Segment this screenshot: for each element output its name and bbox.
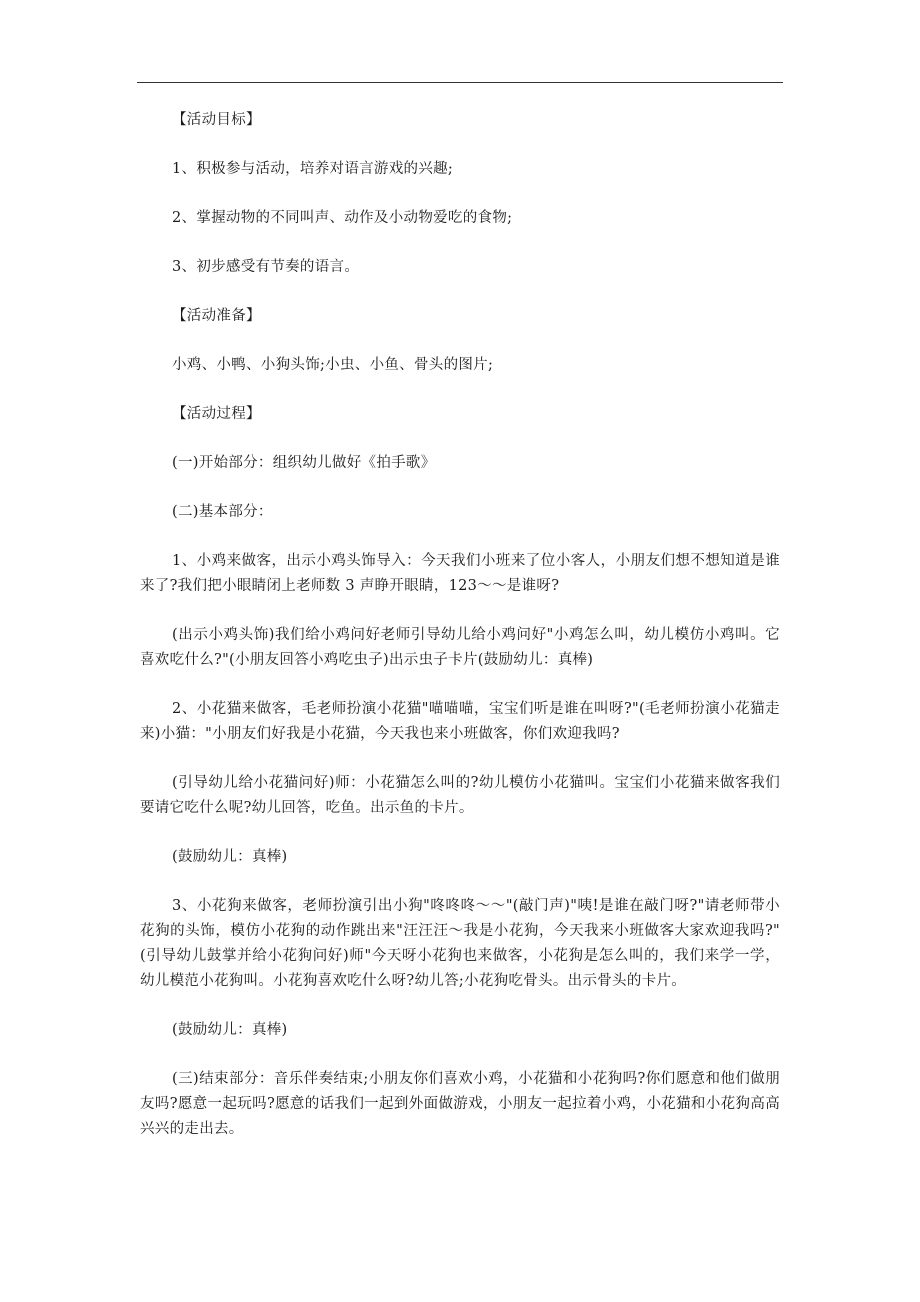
section-heading-process: 【活动过程】	[172, 406, 261, 422]
process-step-cat-detail: (引导幼儿给小花猫问好)师：小花猫怎么叫的?幼儿模仿小花猫叫。宝宝们小花猫来做客我们要请它吃什么呢?幼儿回答，吃鱼。出示鱼的卡片。	[140, 775, 780, 816]
section-heading-preparation: 【活动准备】	[172, 308, 261, 324]
process-step-chick-detail: (出示小鸡头饰)我们给小鸡问好老师引导幼儿给小鸡问好"小鸡怎么叫，幼儿模仿小鸡叫。它喜欢吃什么?"(小朋友回答小鸡吃虫子)出示虫子卡片(鼓励幼儿：真棒)	[140, 627, 780, 668]
header-rule	[137, 82, 783, 83]
encouragement-2: (鼓励幼儿：真棒)	[172, 1022, 288, 1038]
goal-item-3: 3、初步感受有节奏的语言。	[172, 259, 360, 275]
process-part-3-ending: (三)结束部分：音乐伴奏结束;小朋友你们喜欢小鸡，小花猫和小花狗吗?你们愿意和他们做朋友吗?愿意一起玩吗?愿意的话我们一起到外面做游戏，小朋友一起拉着小鸡，小花猫和小花狗高高兴兴的走出去。	[140, 1071, 780, 1137]
document-body	[140, 108, 780, 1142]
goal-item-1: 1、积极参与活动，培养对语言游戏的兴趣;	[172, 161, 454, 177]
process-step-chick: 1、小鸡来做客，出示小鸡头饰导入：今天我们小班来了位小客人，小朋友们想不想知道是谁来了?我们把小眼睛闭上老师数 3 声睁开眼睛，123～～是谁呀?	[140, 553, 780, 594]
goal-item-2: 2、掌握动物的不同叫声、动作及小动物爱吃的食物;	[172, 210, 513, 226]
process-part-1: (一)开始部分：组织幼儿做好《拍手歌》	[172, 455, 436, 471]
process-step-dog: 3、小花狗来做客，老师扮演引出小狗"咚咚咚～～"(敲门声)"咦!是谁在敲门呀?"请老师带小花狗的头饰，模仿小花狗的动作跳出来"汪汪汪～我是小花狗，今天我来小班做客大家欢迎我吗?"(引导幼儿鼓掌并给小花狗问好)师"今天呀小花狗也来做客，小花狗是怎么叫的，我们来学一学，幼儿模范小花狗叫。小花狗喜欢吃什么呀?幼儿答;小花狗吃骨头。出示骨头的卡片。	[140, 898, 780, 989]
section-heading-goals: 【活动目标】	[172, 112, 261, 128]
process-part-2-heading: (二)基本部分：	[172, 504, 273, 520]
process-step-cat: 2、小花猫来做客，毛老师扮演小花猫"喵喵喵，宝宝们听是谁在叫呀?"(毛老师扮演小花猫走来)小猫："小朋友们好我是小花猫，今天我也来小班做客，你们欢迎我吗?	[140, 701, 780, 742]
encouragement-1: (鼓励幼儿：真棒)	[172, 849, 288, 865]
preparation-text: 小鸡、小鸭、小狗头饰;小虫、小鱼、骨头的图片;	[172, 357, 494, 373]
